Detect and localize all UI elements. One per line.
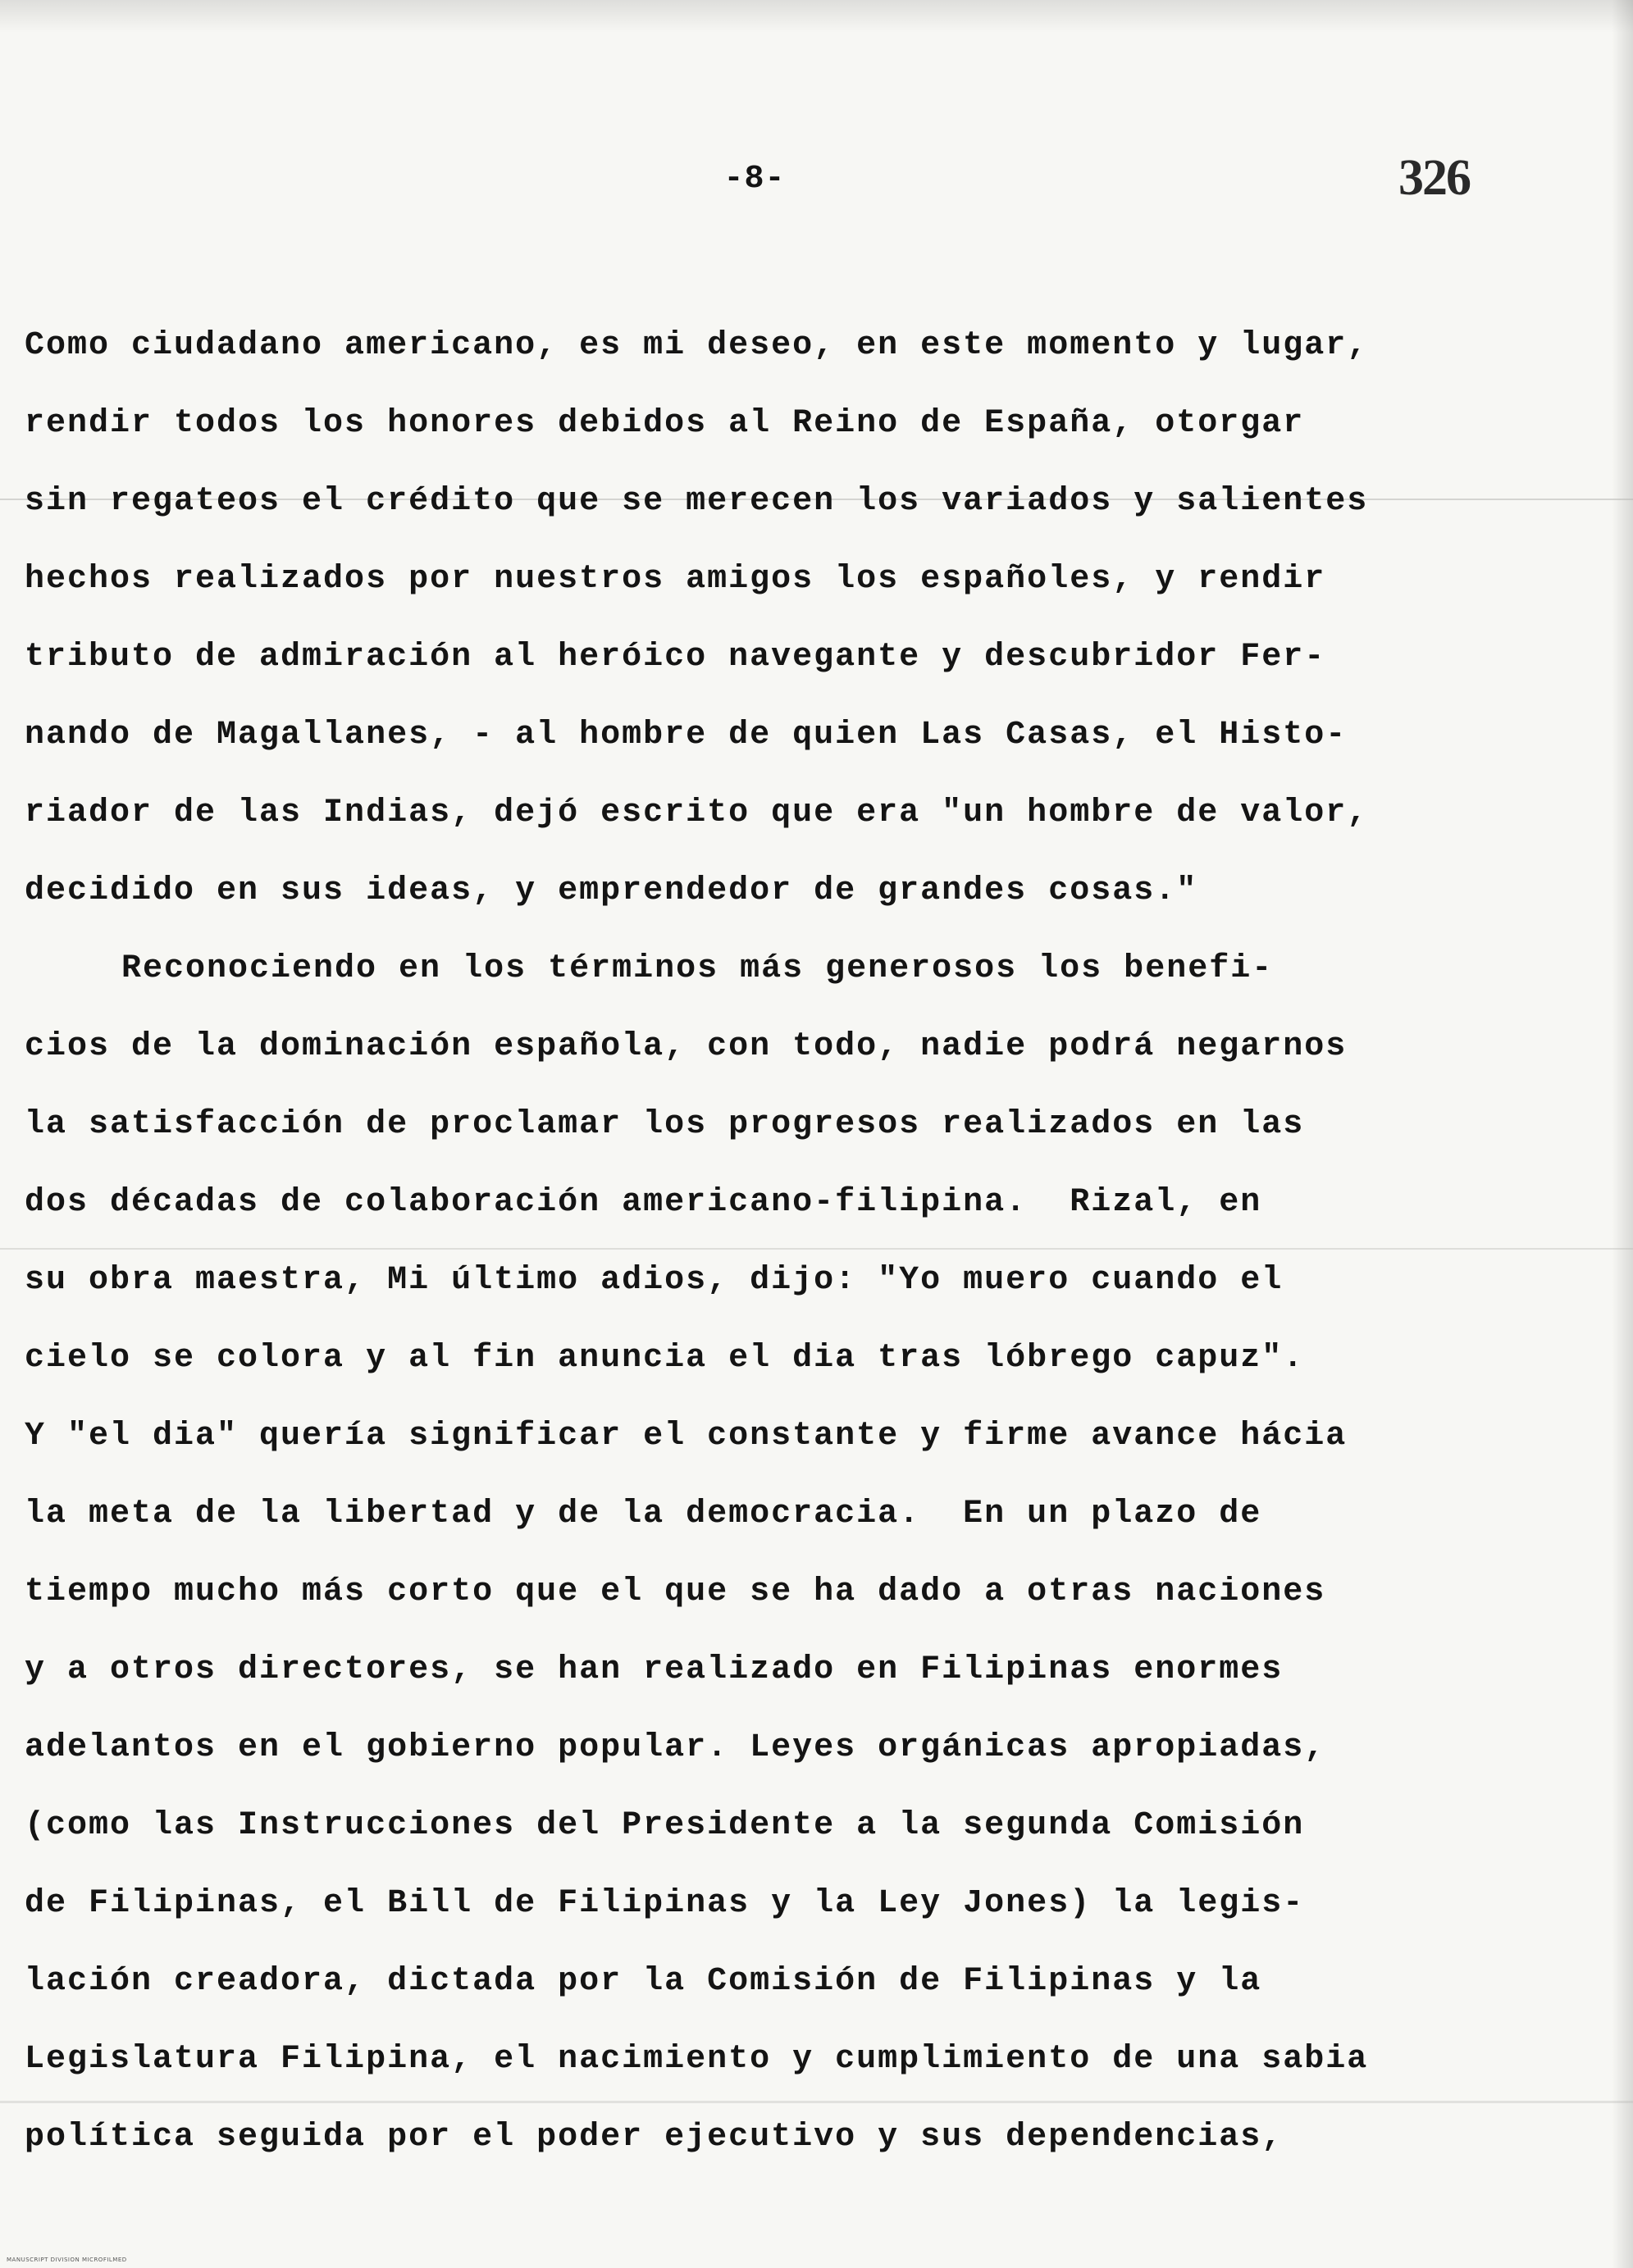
page-number: -8- bbox=[723, 161, 786, 198]
text-line: nando de Magallanes, - al hombre de quien Las Casas, el Histo- bbox=[25, 717, 1348, 754]
text-line: tributo de admiración al heróico navegante y descubridor Fer- bbox=[25, 639, 1326, 676]
text-line: cios de la dominación española, con todo, nadie podrá negarnos bbox=[25, 1028, 1348, 1065]
text-line: política seguida por el poder ejecutivo y sus dependencias, bbox=[25, 2119, 1284, 2156]
paragraph-start-line: Reconociendo en los términos más generosos los benefi- bbox=[121, 950, 1274, 987]
text-line: la meta de la libertad y de la democracia. En un plazo de bbox=[25, 1496, 1262, 1532]
text-line: decidido en sus ideas, y emprendedor de grandes cosas." bbox=[25, 872, 1198, 909]
text-line: dos décadas de colaboración americano-filipina. Rizal, en bbox=[25, 1184, 1262, 1221]
scan-top-shadow bbox=[0, 0, 1633, 33]
scan-footer-note: MANUSCRIPT DIVISION MICROFILMED bbox=[7, 2257, 127, 2263]
text-line: (como las Instrucciones del Presidente a la segunda Comisión bbox=[25, 1807, 1305, 1844]
text-line: riador de las Indias, dejó escrito que era "un hombre de valor, bbox=[25, 795, 1369, 831]
text-line: cielo se colora y al fin anuncia el dia tras lóbrego capuz". bbox=[25, 1340, 1305, 1377]
text-line: Como ciudadano americano, es mi deseo, en este momento y lugar, bbox=[25, 327, 1369, 364]
folio-stamp: 326 bbox=[1398, 150, 1470, 206]
text-line: Legislatura Filipina, el nacimiento y cumplimiento de una sabia bbox=[25, 2041, 1369, 2078]
text-line: lación creadora, dictada por la Comisión de Filipinas y la bbox=[25, 1963, 1262, 2000]
scan-edge-shadow bbox=[1612, 0, 1633, 2268]
text-line: adelantos en el gobierno popular. Leyes orgánicas apropiadas, bbox=[25, 1729, 1326, 1766]
text-line: sin regateos el crédito que se merecen los variados y salientes bbox=[25, 483, 1369, 520]
typed-body-text bbox=[25, 307, 1485, 2176]
text-line: Y "el dia" quería significar el constante y firme avance hácia bbox=[25, 1418, 1348, 1455]
text-line: de Filipinas, el Bill de Filipinas y la Ley Jones) la legis- bbox=[25, 1885, 1305, 1922]
text-line: hechos realizados por nuestros amigos los españoles, y rendir bbox=[25, 561, 1326, 598]
text-line: su obra maestra, Mi último adios, dijo: "Yo muero cuando el bbox=[25, 1262, 1284, 1299]
text-line: y a otros directores, se han realizado en Filipinas enormes bbox=[25, 1651, 1284, 1688]
text-line: tiempo mucho más corto que el que se ha dado a otras naciones bbox=[25, 1573, 1326, 1610]
text-line: la satisfacción de proclamar los progresos realizados en las bbox=[25, 1106, 1305, 1143]
text-line: rendir todos los honores debidos al Reino de España, otorgar bbox=[25, 405, 1305, 442]
